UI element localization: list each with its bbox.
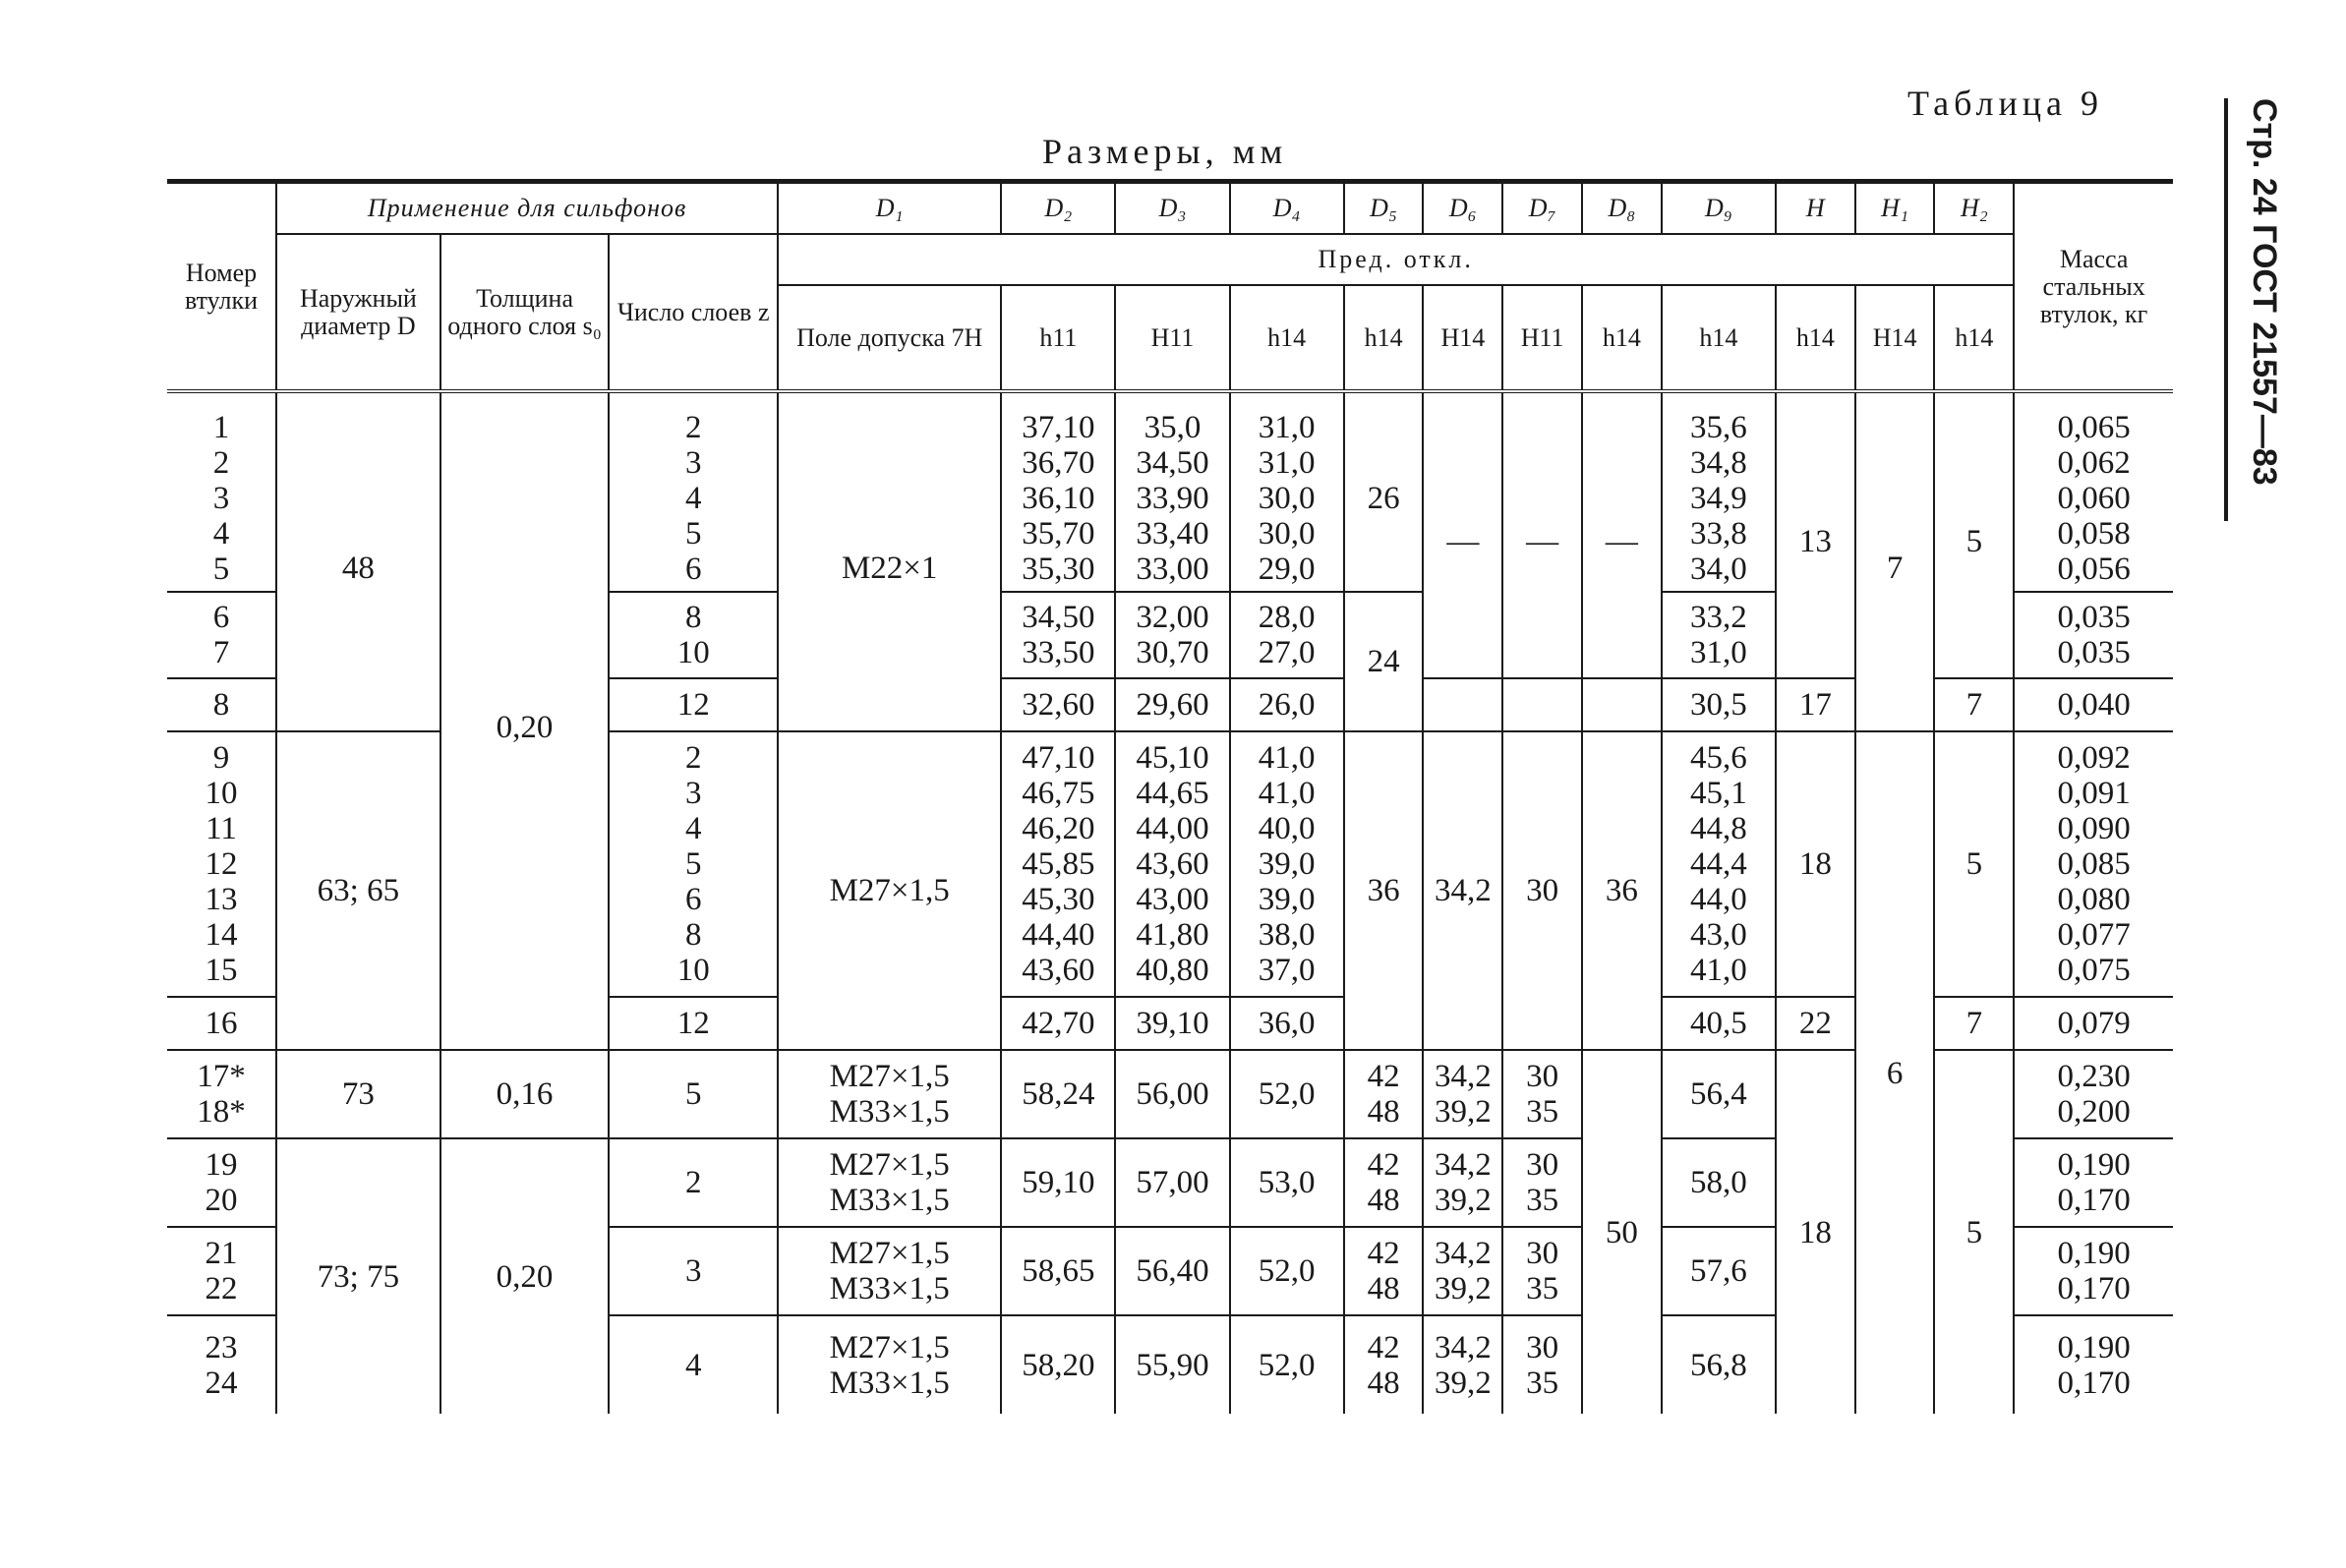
value-h: 17 [1776,678,1855,731]
header-bushing-number: Номер втулки [167,182,276,392]
header-dim-d2: D₂ [1001,182,1115,235]
header-tol-d1: Поле допуска 7H [778,285,1001,391]
thread-d1: M27×1,5 M33×1,5 [778,1315,1001,1414]
value-d3: 29,60 [1115,678,1229,731]
layer-count: 3 [609,1227,778,1315]
value-d8: — [1582,405,1662,678]
value-d2: 47,10 46,75 46,20 45,85 45,30 44,40 43,60 [1001,731,1115,997]
value-d6: 34,2 39,2 [1423,1050,1502,1138]
mass-value: 0,040 [2014,678,2173,731]
value-d7: 30 [1502,731,1582,1050]
layer-count: 12 [609,678,778,731]
thread-d1: M27×1,5 M33×1,5 [778,1227,1001,1315]
value-d4: 36,0 [1230,997,1344,1050]
value-d2: 37,10 36,70 36,10 35,70 35,30 [1001,405,1115,592]
header-tol-d5: h14 [1344,285,1424,391]
value-d7: 30 35 [1502,1315,1582,1414]
bushing-number: 9 10 11 12 13 14 15 [167,731,276,997]
header-outer-diameter: Наружный диаметр D [276,234,440,391]
value-h: 13 [1776,405,1855,678]
value-d2: 58,24 [1001,1050,1115,1138]
value-d3: 56,40 [1115,1227,1229,1315]
value-d5: 42 48 [1344,1227,1424,1315]
value-d3: 32,00 30,70 [1115,592,1229,678]
header-tol-h1: H14 [1855,285,1935,391]
value-h: 18 [1776,1050,1855,1414]
thread-d1: M27×1,5 [778,731,1001,1050]
mass-value: 0,190 0,170 [2014,1138,2173,1227]
value-d6: 34,2 [1423,731,1502,1050]
bushing-number: 16 [167,997,276,1050]
value-d5: 36 [1344,731,1424,1050]
value-d5: 24 [1344,592,1424,731]
bushing-number: 8 [167,678,276,731]
value-h2: 5 [1934,1050,2014,1414]
layer-thickness: 0,20 [440,1138,610,1414]
value-d2: 42,70 [1001,997,1115,1050]
value-h2: 7 [1934,997,2014,1050]
value-d5: 26 [1344,405,1424,592]
value-d9: 56,4 [1662,1050,1776,1138]
mass-value: 0,190 0,170 [2014,1315,2173,1414]
header-tol-h2: h14 [1934,285,2014,391]
header-tol-d6: H14 [1423,285,1502,391]
header-tol-d9: h14 [1662,285,1776,391]
header-dim-d9: D₉ [1662,182,1776,235]
value-d9: 40,5 [1662,997,1776,1050]
header-limit-deviation: Пред. откл. [778,234,2014,285]
page-side-label: Стр. 24 ГОСТ 21557—83 [2246,98,2283,486]
value-d4: 52,0 [1230,1227,1344,1315]
value-d2: 58,20 [1001,1315,1115,1414]
bushing-number: 23 24 [167,1315,276,1414]
value-d6: 34,2 39,2 [1423,1227,1502,1315]
mass-value: 0,190 0,170 [2014,1227,2173,1315]
bushing-number: 19 20 [167,1138,276,1227]
value-d4: 52,0 [1230,1050,1344,1138]
header-layer-count: Число слоев z [609,234,778,391]
mass-value: 0,035 0,035 [2014,592,2173,678]
value-h: 18 [1776,731,1855,997]
outer-diameter: 73 [276,1050,440,1138]
bushing-number: 1 2 3 4 5 [167,405,276,592]
value-d8: 36 [1582,731,1662,1050]
value-h1: 7 [1855,405,1935,731]
bushing-number: 21 22 [167,1227,276,1315]
mass-value: 0,230 0,200 [2014,1050,2173,1138]
mass-value: 0,092 0,091 0,090 0,085 0,080 0,077 0,075 [2014,731,2173,997]
outer-diameter: 73; 75 [276,1138,440,1414]
outer-diameter: 63; 65 [276,731,440,1050]
value-d5: 42 48 [1344,1315,1424,1414]
value-d7: 30 35 [1502,1050,1582,1138]
value-d4: 52,0 [1230,1315,1344,1414]
value-d3: 57,00 [1115,1138,1229,1227]
header-dim-d8: D₈ [1582,182,1662,235]
layer-count: 4 [609,1315,778,1414]
mass-value: 0,065 0,062 0,060 0,058 0,056 [2014,405,2173,592]
layer-count: 2 3 4 5 6 8 10 [609,731,778,997]
value-d4: 53,0 [1230,1138,1344,1227]
outer-diameter: 48 [276,405,440,731]
thread-d1: M22×1 [778,405,1001,731]
header-tol-d3: H11 [1115,285,1229,391]
header-tol-d4: h14 [1230,285,1344,391]
header-tol-d7: H11 [1502,285,1582,391]
value-d4: 28,0 27,0 [1230,592,1344,678]
header-dim-h: H [1776,182,1855,235]
dimensions-table [167,179,2173,1414]
thread-d1: M27×1,5 M33×1,5 [778,1050,1001,1138]
value-d6: 34,2 39,2 [1423,1138,1502,1227]
thread-d1: M27×1,5 M33×1,5 [778,1138,1001,1227]
value-d7: — [1502,405,1582,678]
value-d9: 58,0 [1662,1138,1776,1227]
value-h: 22 [1776,997,1855,1050]
value-h2: 7 [1934,678,2014,731]
value-d4: 31,0 31,0 30,0 30,0 29,0 [1230,405,1344,592]
value-d3: 35,0 34,50 33,90 33,40 33,00 [1115,405,1229,592]
table-subtitle: Размеры, мм [1042,132,1288,171]
header-dim-h2: H₂ [1934,182,2014,235]
value-d5: 42 48 [1344,1138,1424,1227]
value-d9: 45,6 45,1 44,8 44,4 44,0 43,0 41,0 [1662,731,1776,997]
value-d6: — [1423,405,1502,678]
value-d9: 30,5 [1662,678,1776,731]
value-d9: 35,6 34,8 34,9 33,8 34,0 [1662,405,1776,592]
value-d4: 41,0 41,0 40,0 39,0 39,0 38,0 37,0 [1230,731,1344,997]
header-tol-d2: h11 [1001,285,1115,391]
bushing-number: 17* 18* [167,1050,276,1138]
header-dim-d7: D₇ [1502,182,1582,235]
value-d9: 33,2 31,0 [1662,592,1776,678]
layer-count: 8 10 [609,592,778,678]
header-dim-d5: D₅ [1344,182,1424,235]
header-mass: Масса стальных втулок, кг [2014,182,2173,392]
value-h2: 5 [1934,405,2014,678]
table-number: Таблица 9 [1907,84,2103,123]
value-d3: 55,90 [1115,1315,1229,1414]
header-dim-d1: D₁ [778,182,1001,235]
value-d3: 56,00 [1115,1050,1229,1138]
layer-count: 12 [609,997,778,1050]
value-d2: 58,65 [1001,1227,1115,1315]
header-dim-d3: D₃ [1115,182,1229,235]
value-d3: 45,10 44,65 44,00 43,60 43,00 41,80 40,80 [1115,731,1229,997]
value-d4: 26,0 [1230,678,1344,731]
value-d7: 30 35 [1502,1138,1582,1227]
layer-count: 5 [609,1050,778,1138]
value-d2: 59,10 [1001,1138,1115,1227]
table-row [167,405,2173,592]
side-rule [2224,98,2228,521]
header-application: Применение для сильфонов [276,182,778,235]
header-tol-d8: h14 [1582,285,1662,391]
value-d6: 34,2 39,2 [1423,1315,1502,1414]
value-d9: 56,8 [1662,1315,1776,1414]
value-d5: 42 48 [1344,1050,1424,1138]
value-d3: 39,10 [1115,997,1229,1050]
value-h2: 5 [1934,731,2014,997]
value-d9: 57,6 [1662,1227,1776,1315]
value-d2: 32,60 [1001,678,1115,731]
value-d2: 34,50 33,50 [1001,592,1115,678]
value-d7: 30 35 [1502,1227,1582,1315]
value-d8: 50 [1582,1050,1662,1414]
value-h1: 6 [1855,731,1935,1414]
header-dim-d6: D₆ [1423,182,1502,235]
bushing-number: 6 7 [167,592,276,678]
layer-thickness: 0,20 [440,405,610,1050]
header-dim-d4: D₄ [1230,182,1344,235]
header-dim-h1: H₁ [1855,182,1935,235]
layer-count: 2 [609,1138,778,1227]
mass-value: 0,079 [2014,997,2173,1050]
header-tol-h: h14 [1776,285,1855,391]
layer-count: 2 3 4 5 6 [609,405,778,592]
layer-thickness: 0,16 [440,1050,610,1138]
header-layer-thickness: Толщина одного слоя s₀ [440,234,610,391]
